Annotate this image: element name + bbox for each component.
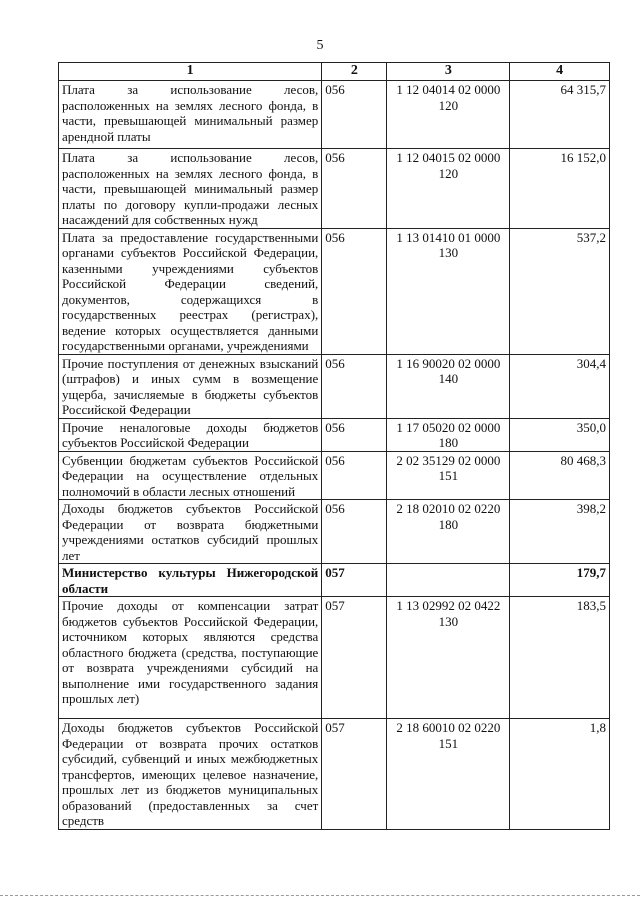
row-description: Прочие поступления от денежных взысканий (штрафов) и иных сумм в возмещение ущерба, зачисляемые в бюджеты субъектов Российской Федерации bbox=[59, 354, 322, 418]
page-number: 5 bbox=[316, 38, 324, 53]
row-budget-code: 2 02 35129 02 0000 151 bbox=[387, 451, 510, 500]
table-row bbox=[59, 149, 610, 229]
row-admin-code: 056 bbox=[322, 418, 387, 451]
row-amount: 398,2 bbox=[510, 500, 610, 564]
row-amount: 80 468,3 bbox=[510, 451, 610, 500]
row-description: Плата за предоставление государственными органами субъектов Российской Федерации, казенными учреждениями субъектов Российской Федерации сведений, документов, содержащихся в государственных реестрах (регистрах), ведение которых осуществляется данными государственными органами, учреждениями bbox=[59, 228, 322, 354]
footer-rule bbox=[0, 895, 640, 896]
row-description: Доходы бюджетов субъектов Российской Федерации от возврата прочих остатков субсидий, субвенций и иных межбюджетных трансфертов, имеющих целевое назначение, прошлых лет из бюджетов муниципальных образований (предоставленных за счет средств bbox=[59, 719, 322, 830]
table-row bbox=[59, 418, 610, 451]
row-budget-code bbox=[387, 564, 510, 597]
table-row bbox=[59, 500, 610, 564]
row-amount: 183,5 bbox=[510, 597, 610, 719]
row-budget-code: 1 17 05020 02 0000 180 bbox=[387, 418, 510, 451]
row-admin-code: 056 bbox=[322, 354, 387, 418]
row-amount: 537,2 bbox=[510, 228, 610, 354]
row-description: Субвенции бюджетам субъектов Российской Федерации на осуществление отдельных полномочий в области лесных отношений bbox=[59, 451, 322, 500]
row-admin-code: 056 bbox=[322, 228, 387, 354]
table-row bbox=[59, 451, 610, 500]
row-description: Прочие доходы от компенсации затрат бюджетов субъектов Российской Федерации, источником которых являются средства областного бюджета (средства, поступающие от возврата учреждениями субсидий на выполнение ими государственного задания прошлых лет) bbox=[59, 597, 322, 719]
row-budget-code: 2 18 02010 02 0220 180 bbox=[387, 500, 510, 564]
table-row bbox=[59, 597, 610, 719]
table-row bbox=[59, 81, 610, 149]
row-budget-code: 1 13 02992 02 0422 130 bbox=[387, 597, 510, 719]
row-amount: 64 315,7 bbox=[510, 81, 610, 149]
row-budget-code: 2 18 60010 02 0220 151 bbox=[387, 719, 510, 830]
row-amount: 304,4 bbox=[510, 354, 610, 418]
row-description: Доходы бюджетов субъектов Российской Федерации от возврата бюджетными учреждениями остатков субсидий прошлых лет bbox=[59, 500, 322, 564]
row-description: Плата за использование лесов, расположенных на землях лесного фонда, в части, превышающей минимальный размер арендной платы bbox=[59, 81, 322, 149]
table-row bbox=[59, 228, 610, 354]
row-admin-code: 056 bbox=[322, 149, 387, 229]
row-admin-code: 056 bbox=[322, 451, 387, 500]
table-row bbox=[59, 719, 610, 830]
column-header-admin-code: 2 bbox=[322, 63, 387, 81]
revenue-table bbox=[58, 62, 610, 830]
row-budget-code: 1 12 04015 02 0000 120 bbox=[387, 149, 510, 229]
row-admin-code: 057 bbox=[322, 719, 387, 830]
column-header-budget-code: 3 bbox=[387, 63, 510, 81]
row-admin-code: 056 bbox=[322, 81, 387, 149]
table-row bbox=[59, 354, 610, 418]
row-amount: 179,7 bbox=[510, 564, 610, 597]
row-admin-code: 056 bbox=[322, 500, 387, 564]
row-description: Плата за использование лесов, расположенных на землях лесного фонда, в части, превышающей минимальный размер платы по договору купли-продажи лесных насаждений для собственных нужд bbox=[59, 149, 322, 229]
ministry-subtotal-row bbox=[59, 564, 610, 597]
column-header-description: 1 bbox=[59, 63, 322, 81]
row-admin-code: 057 bbox=[322, 597, 387, 719]
ministry-name: Министерство культуры Нижегородской области bbox=[59, 564, 322, 597]
row-budget-code: 1 16 90020 02 0000 140 bbox=[387, 354, 510, 418]
row-budget-code: 1 13 01410 01 0000 130 bbox=[387, 228, 510, 354]
row-amount: 350,0 bbox=[510, 418, 610, 451]
column-header-amount: 4 bbox=[510, 63, 610, 81]
row-description: Прочие неналоговые доходы бюджетов субъектов Российской Федерации bbox=[59, 418, 322, 451]
row-budget-code: 1 12 04014 02 0000 120 bbox=[387, 81, 510, 149]
table-header-row bbox=[59, 63, 610, 81]
row-amount: 16 152,0 bbox=[510, 149, 610, 229]
row-admin-code: 057 bbox=[322, 564, 387, 597]
row-amount: 1,8 bbox=[510, 719, 610, 830]
